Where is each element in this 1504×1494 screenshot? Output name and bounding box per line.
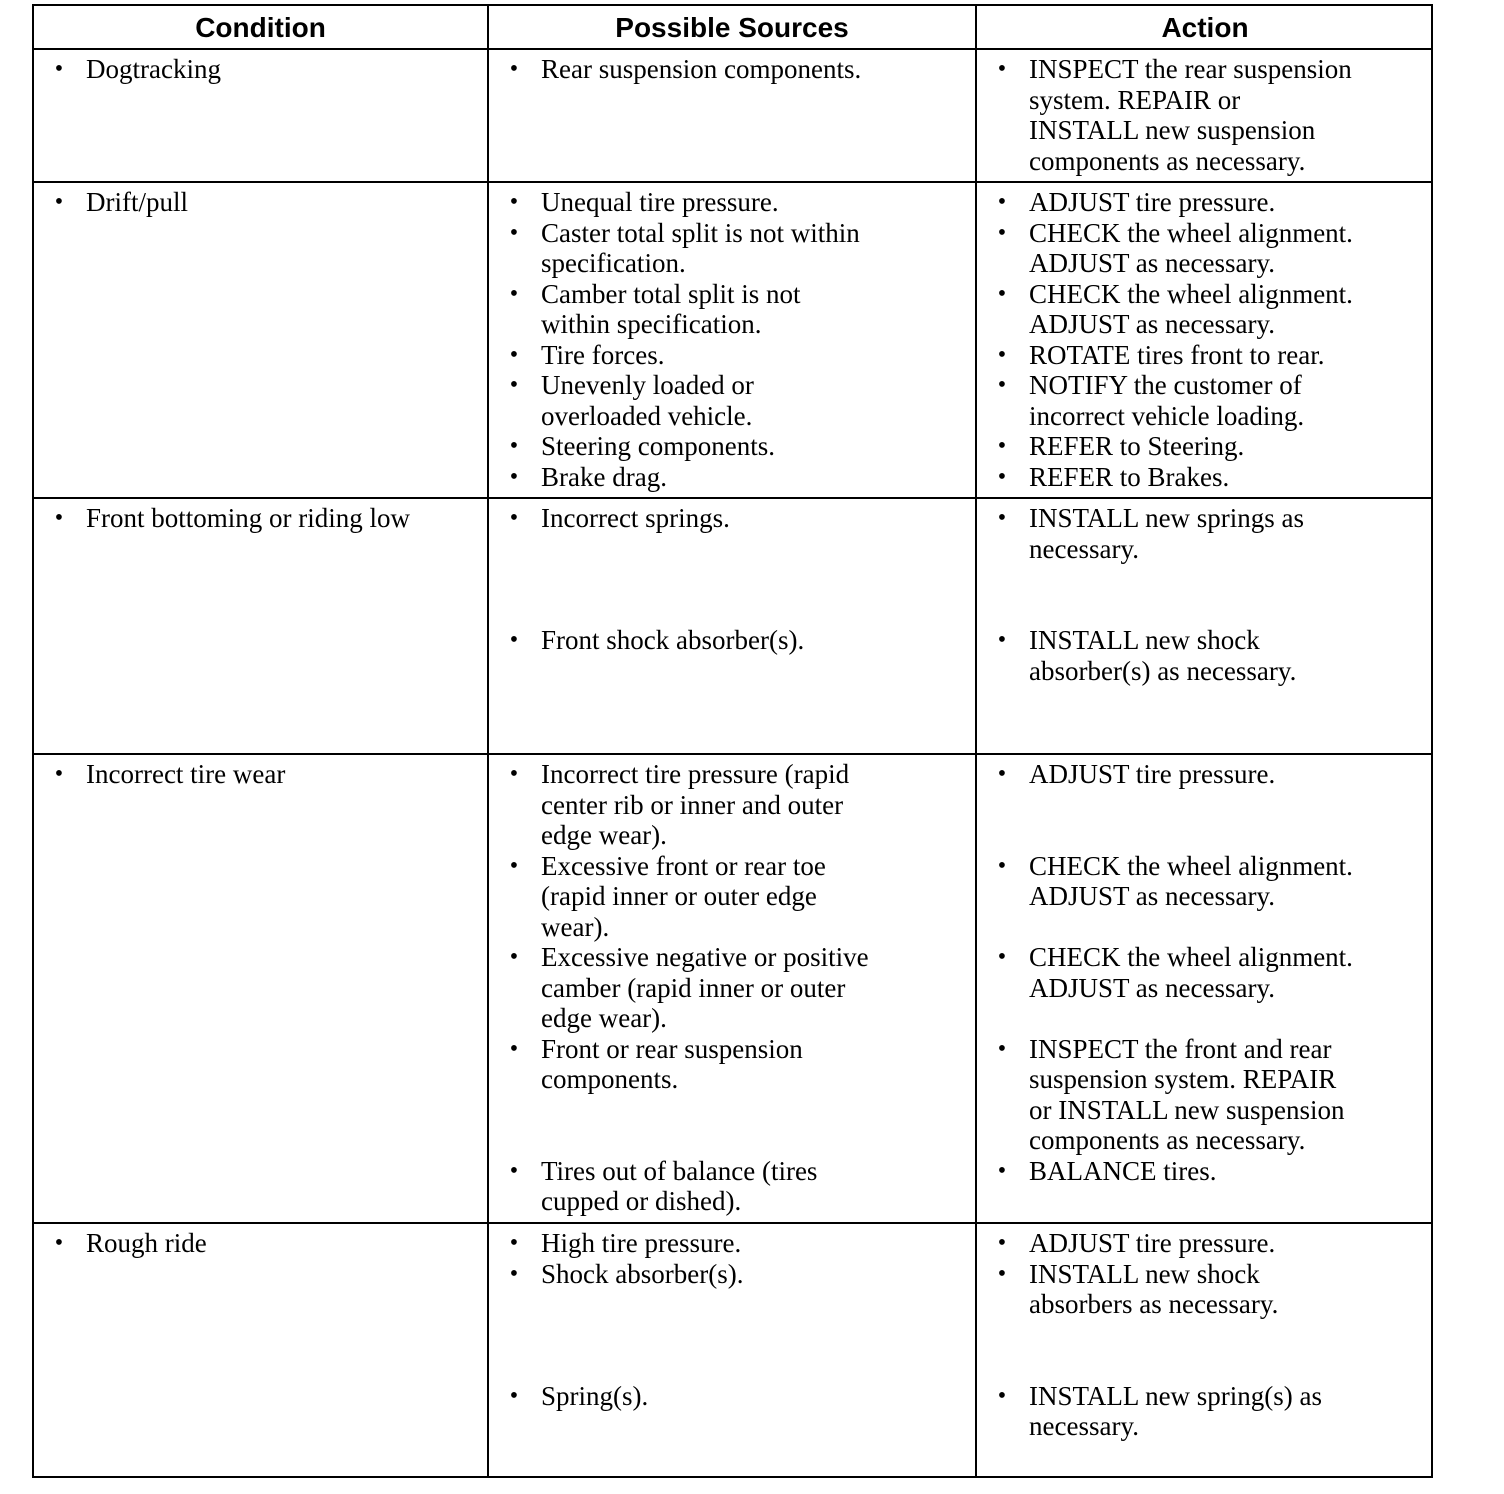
bullet-icon: •	[997, 852, 1007, 879]
item-text-line: ADJUST tire pressure.	[1029, 759, 1276, 789]
item-text-line: components as necessary.	[1029, 1125, 1306, 1155]
item-text-line: Tire forces.	[541, 339, 665, 370]
item-text-line: INSPECT the rear suspension	[1029, 54, 1352, 84]
list-item	[44, 1228, 484, 1259]
bullet-icon: •	[997, 1157, 1007, 1184]
item-text-line: components.	[541, 1064, 679, 1094]
item-text-line: INSTALL new suspension	[1029, 115, 1316, 145]
bullet-icon: •	[997, 627, 1007, 653]
list-item	[499, 1228, 971, 1259]
item-text-line: CHECK the wheel alignment.	[1029, 278, 1353, 309]
bullet-icon: •	[509, 56, 519, 82]
item-text-line: Caster total split is not within	[541, 217, 860, 248]
item-text-line: BALANCE tires.	[1029, 1155, 1217, 1186]
item-text-line: ADJUST tire pressure.	[1029, 1228, 1276, 1258]
bullet-icon: •	[509, 627, 519, 653]
header-condition: Condition	[195, 12, 326, 43]
list-item	[499, 503, 971, 534]
item-text-line: edge wear).	[541, 1003, 667, 1033]
item-text-line: REFER to Brakes.	[1029, 461, 1230, 492]
item-text-line: absorber(s) as necessary.	[1029, 655, 1297, 686]
bullet-icon: •	[997, 505, 1007, 531]
item-text-line: ADJUST as necessary.	[1029, 309, 1275, 339]
item-text-line: ADJUST as necessary.	[1029, 972, 1275, 1003]
bullet-icon: •	[997, 1382, 1007, 1409]
bullet-icon: •	[509, 1382, 519, 1409]
bullet-icon: •	[509, 761, 519, 787]
bullet-icon: •	[997, 280, 1007, 307]
bullet-icon: •	[509, 1260, 519, 1287]
item-text-line: or INSTALL new suspension	[1029, 1094, 1345, 1125]
column-divider	[975, 6, 977, 1476]
item-text-line: NOTIFY the customer of	[1029, 370, 1302, 400]
item-text-line: center rib or inner and outer	[541, 789, 844, 820]
item-text-line: Unequal tire pressure.	[541, 187, 779, 217]
item-text-line: Front bottoming or riding low	[86, 503, 410, 533]
list-item	[987, 1381, 1431, 1442]
item-text-line: REFER to Steering.	[1029, 431, 1245, 461]
list-item	[44, 54, 484, 85]
bullet-icon: •	[509, 944, 519, 970]
item-text-line: Spring(s).	[541, 1380, 649, 1411]
list-item	[987, 462, 1431, 493]
bullet-icon: •	[997, 761, 1007, 787]
bullet-icon: •	[997, 219, 1007, 246]
list-item	[987, 54, 1431, 176]
list-item	[987, 187, 1431, 218]
item-text-line: Rough ride	[86, 1228, 207, 1258]
list-item	[499, 1034, 971, 1095]
item-text-line: ROTATE tires front to rear.	[1029, 339, 1325, 370]
row-divider	[34, 181, 1431, 183]
item-text-line: INSTALL new spring(s) as	[1029, 1380, 1323, 1411]
list-item	[499, 1259, 971, 1290]
item-text-line: CHECK the wheel alignment.	[1029, 850, 1353, 881]
item-text-line: Camber total split is not	[541, 278, 801, 309]
item-text-line: CHECK the wheel alignment.	[1029, 942, 1353, 972]
list-item	[987, 759, 1431, 790]
item-text-line: camber (rapid inner or outer	[541, 972, 846, 1003]
bullet-icon: •	[997, 189, 1007, 215]
list-item	[987, 279, 1431, 340]
row-divider	[34, 753, 1431, 755]
item-text-line: Incorrect tire pressure (rapid	[541, 759, 850, 789]
bullet-icon: •	[509, 372, 519, 398]
bullet-icon: •	[997, 56, 1007, 82]
row-divider	[34, 497, 1431, 499]
list-item	[987, 340, 1431, 371]
item-text-line: ADJUST as necessary.	[1029, 248, 1275, 278]
column-divider	[487, 6, 489, 1476]
bullet-icon: •	[509, 1157, 519, 1184]
item-text-line: Front or rear suspension	[541, 1033, 803, 1064]
bullet-icon: •	[509, 219, 519, 246]
list-item	[987, 218, 1431, 279]
row-divider	[34, 1222, 1431, 1224]
list-item	[44, 503, 484, 534]
bullet-icon: •	[509, 189, 519, 215]
item-text-line: suspension system. REPAIR	[1029, 1064, 1337, 1094]
bullet-icon: •	[54, 761, 64, 787]
list-item	[499, 340, 971, 371]
bullet-icon: •	[54, 189, 64, 215]
list-item	[499, 54, 971, 85]
bullet-icon: •	[997, 372, 1007, 398]
list-item	[987, 431, 1431, 462]
list-item	[499, 462, 971, 493]
header-action: Action	[1161, 12, 1249, 43]
item-text-line: Brake drag.	[541, 461, 667, 492]
item-text-line: specification.	[541, 248, 686, 278]
bullet-icon: •	[509, 852, 519, 879]
list-item	[987, 851, 1431, 912]
list-item	[499, 218, 971, 279]
item-text-line: Shock absorber(s).	[541, 1258, 744, 1289]
bullet-icon: •	[509, 341, 519, 368]
bullet-icon: •	[997, 433, 1007, 459]
bullet-icon: •	[997, 1260, 1007, 1287]
item-text-line: necessary.	[1029, 533, 1139, 564]
item-text-line: Drift/pull	[86, 187, 188, 217]
item-text-line: Steering components.	[541, 431, 775, 461]
item-text-line: wear).	[541, 911, 610, 942]
item-text-line: within specification.	[541, 309, 762, 339]
bullet-icon: •	[509, 505, 519, 531]
item-text-line: Excessive negative or positive	[541, 942, 869, 972]
bullet-icon: •	[509, 280, 519, 307]
bullet-icon: •	[509, 433, 519, 459]
bullet-icon: •	[54, 1230, 64, 1256]
item-text-line: incorrect vehicle loading.	[1029, 400, 1305, 431]
item-text-line: absorbers as necessary.	[1029, 1289, 1279, 1319]
item-text-line: Unevenly loaded or	[541, 370, 754, 400]
item-text-line: ADJUST tire pressure.	[1029, 187, 1276, 217]
header-possible-sources: Possible Sources	[615, 12, 849, 43]
list-item	[987, 370, 1431, 431]
bullet-icon: •	[54, 56, 64, 82]
list-item	[499, 1381, 971, 1412]
list-item	[499, 759, 971, 851]
list-item	[499, 187, 971, 218]
item-text-line: Rear suspension components.	[541, 54, 862, 84]
item-text-line: components as necessary.	[1029, 145, 1306, 176]
item-text-line: Excessive front or rear toe	[541, 850, 826, 881]
bullet-icon: •	[509, 1230, 519, 1256]
list-item	[499, 625, 971, 656]
item-text-line: overloaded vehicle.	[541, 400, 753, 431]
item-text-line: (rapid inner or outer edge	[541, 881, 817, 911]
list-item	[987, 1259, 1431, 1320]
item-text-line: INSTALL new springs as	[1029, 503, 1305, 533]
list-item	[987, 1034, 1431, 1156]
diagnosis-table	[32, 4, 1433, 1478]
bullet-icon: •	[509, 463, 519, 490]
bullet-icon: •	[997, 341, 1007, 368]
list-item	[499, 1156, 971, 1217]
bullet-icon: •	[509, 1035, 519, 1062]
item-text-line: system. REPAIR or	[1029, 84, 1241, 115]
item-text-line: High tire pressure.	[541, 1228, 742, 1258]
list-item	[987, 1228, 1431, 1259]
list-item	[987, 1156, 1431, 1187]
item-text-line: INSPECT the front and rear	[1029, 1033, 1332, 1064]
list-item	[44, 759, 484, 790]
item-text-line: cupped or dished).	[541, 1186, 742, 1216]
bullet-icon: •	[54, 505, 64, 531]
item-text-line: ADJUST as necessary.	[1029, 881, 1275, 911]
item-text-line: Incorrect springs.	[541, 503, 730, 533]
item-text-line: Incorrect tire wear	[86, 759, 286, 789]
list-item	[44, 187, 484, 218]
item-text-line: Front shock absorber(s).	[541, 625, 805, 655]
item-text-line: edge wear).	[541, 820, 667, 850]
item-text-line: Dogtracking	[86, 54, 221, 84]
bullet-icon: •	[997, 463, 1007, 490]
item-text-line: INSTALL new shock	[1029, 625, 1260, 655]
list-item	[499, 370, 971, 431]
list-item	[987, 942, 1431, 1003]
list-item	[499, 279, 971, 340]
bullet-icon: •	[997, 1035, 1007, 1062]
item-text-line: Tires out of balance (tires	[541, 1155, 818, 1186]
bullet-icon: •	[997, 944, 1007, 970]
item-text-line: necessary.	[1029, 1411, 1139, 1441]
list-item	[499, 851, 971, 943]
list-item	[499, 942, 971, 1034]
item-text-line: CHECK the wheel alignment.	[1029, 217, 1353, 248]
bullet-icon: •	[997, 1230, 1007, 1256]
item-text-line: INSTALL new shock	[1029, 1258, 1260, 1289]
list-item	[499, 431, 971, 462]
list-item	[987, 625, 1431, 686]
list-item	[987, 503, 1431, 564]
